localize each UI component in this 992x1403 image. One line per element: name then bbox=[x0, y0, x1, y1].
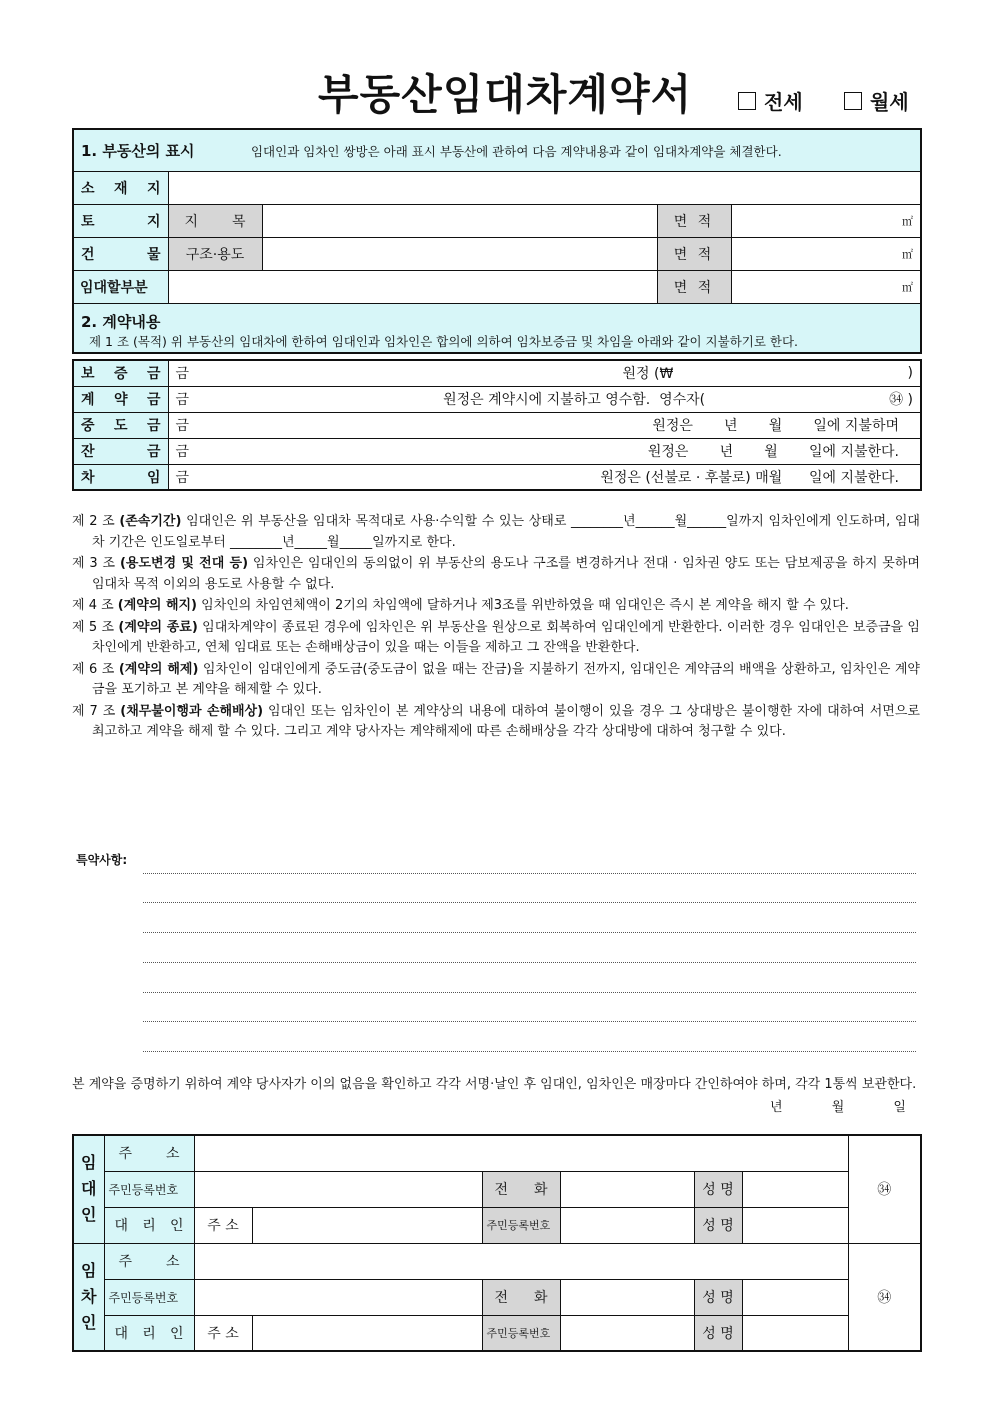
deposit-end: ) bbox=[907, 365, 913, 382]
clause-number: 제 4 조 bbox=[72, 598, 114, 613]
lessee-agent-id-label: 주민등록번호 bbox=[482, 1315, 560, 1351]
lessor-agent-address-label: 주 소 bbox=[194, 1207, 252, 1243]
lessee-name-field[interactable] bbox=[742, 1279, 848, 1315]
rent-label: 차 임 bbox=[73, 464, 168, 490]
deposit-field[interactable] bbox=[168, 360, 921, 386]
special-terms-line[interactable] bbox=[143, 932, 916, 933]
special-terms-line[interactable] bbox=[143, 1051, 916, 1052]
clause-text: 임대차계약이 종료된 경우에 임차인은 위 부동산을 원상으로 회복하여 임대인에게 반환한다. 이러한 경우 임대인은 보증금을 임차인에게 반환하고, 연체 임대료 또는 손해배상금이 있을 때는 이들을 제하고 그 잔액을 반환한다. bbox=[92, 619, 920, 655]
clause-heading: (존속기간) bbox=[119, 514, 182, 529]
lessor-address-field[interactable] bbox=[194, 1135, 848, 1171]
lessee-agent-address-field[interactable] bbox=[252, 1315, 482, 1351]
land-area-field[interactable] bbox=[731, 204, 921, 237]
lessor-agent-address-field[interactable] bbox=[252, 1207, 482, 1243]
lease-area-label: 면 적 bbox=[657, 270, 731, 303]
special-terms-label: 특약사항: bbox=[76, 853, 128, 867]
special-terms-line[interactable] bbox=[143, 1021, 916, 1022]
location-field[interactable] bbox=[168, 171, 921, 204]
building-use-field[interactable] bbox=[262, 237, 657, 270]
payment-row bbox=[73, 386, 921, 412]
clause-6 bbox=[72, 660, 920, 701]
option-jeonse[interactable] bbox=[738, 86, 803, 115]
special-terms-line[interactable] bbox=[143, 962, 916, 963]
balance-prefix: 금 bbox=[175, 444, 190, 460]
lessor-label: 임 대 인 bbox=[73, 1135, 104, 1243]
clause-4 bbox=[72, 596, 920, 617]
rent-field[interactable] bbox=[168, 464, 921, 490]
lessor-id-field[interactable] bbox=[194, 1171, 482, 1207]
signing-note: 본 계약을 증명하기 위하여 계약 당사자가 이의 없음을 확인하고 각각 서명·날인 후 임대인, 임차인은 매장마다 간인하여야 하며, 각각 1통씩 보관한다. bbox=[72, 1077, 917, 1092]
section2-header bbox=[73, 303, 921, 353]
lessee-agent-name-field[interactable] bbox=[742, 1315, 848, 1351]
jeonse-checkbox[interactable] bbox=[738, 92, 756, 110]
lessee-address-label: 주 소 bbox=[104, 1243, 194, 1279]
clause-text: 임차인이 임대인에게 중도금(중도금이 없을 때는 잔금)을 지불하기 전까지, 임대인은 계약금의 배액을 상환하고, 임차인은 계약금을 포기하고 본 계약을 해제할 수 있다. bbox=[92, 661, 920, 697]
deposit-text: 원정 (₩ bbox=[622, 366, 674, 383]
lessor-phone-field[interactable] bbox=[560, 1171, 694, 1207]
interim-label: 중 도 금 bbox=[73, 412, 168, 438]
land-area-label: 면 적 bbox=[657, 204, 731, 237]
building-use-label: 구조·용도 bbox=[168, 237, 262, 270]
property-table bbox=[72, 128, 922, 354]
lessee-agent-address-label: 주 소 bbox=[194, 1315, 252, 1351]
clause-heading: (계약의 종료) bbox=[118, 619, 198, 635]
clause-heading: (계약의 해제) bbox=[118, 661, 199, 677]
balance-label: 잔 금 bbox=[73, 438, 168, 464]
lessor-agent-name-field[interactable] bbox=[742, 1207, 848, 1243]
clauses bbox=[72, 512, 920, 744]
payment-table bbox=[72, 359, 922, 491]
rent-prefix: 금 bbox=[175, 469, 190, 486]
interim-text: 원정은 년 월 일에 지불하며 bbox=[652, 418, 899, 434]
interim-field[interactable] bbox=[168, 412, 921, 438]
section2-title: 2. 계약내용 bbox=[81, 312, 161, 331]
lessee-id-field[interactable] bbox=[194, 1279, 482, 1315]
lessor-agent-label: 대 리 인 bbox=[104, 1207, 194, 1243]
building-label: 건 물 bbox=[73, 237, 168, 270]
option-jeonse-label: 전세 bbox=[764, 90, 803, 114]
land-area-unit: ㎡ bbox=[902, 214, 914, 228]
clause-text: 임대인 또는 임차인이 본 계약상의 내용에 대하여 불이행이 있을 경우 그 상대방은 불이행한 자에 대하여 서면으로 최고하고 계약을 해제 할 수 있다. 그리고 계약 당사자는 계약해제에 따른 손해배상을 각각 상대방에 대하여 청구할 수 있다. bbox=[92, 703, 920, 739]
lessor-agent-id-field[interactable] bbox=[560, 1207, 694, 1243]
special-terms-line[interactable] bbox=[143, 873, 916, 874]
down-payment-text: 원정은 계약시에 지불하고 영수함. 영수자( bbox=[443, 392, 706, 408]
building-area-unit: ㎡ bbox=[902, 247, 914, 261]
lease-area-unit: ㎡ bbox=[902, 280, 914, 294]
land-category-field[interactable] bbox=[262, 204, 657, 237]
clause-number: 제 7 조 bbox=[72, 703, 116, 719]
lessee-label: 임 차 인 bbox=[73, 1243, 104, 1351]
lessor-address-label: 주 소 bbox=[104, 1135, 194, 1171]
payment-row bbox=[73, 412, 921, 438]
section1-intro: 임대인과 임차인 쌍방은 아래 표시 부동산에 관하여 다음 계약내용과 같이 임대차계약을 체결한다. bbox=[250, 143, 782, 159]
lessee-agent-label: 대 리 인 bbox=[104, 1315, 194, 1351]
clause-heading: (계약의 해지) bbox=[117, 598, 197, 613]
clause-7 bbox=[72, 702, 920, 743]
lessee-agent-name-label: 성 명 bbox=[694, 1315, 742, 1351]
lessee-agent-id-field[interactable] bbox=[560, 1315, 694, 1351]
land-category-label: 지 목 bbox=[168, 204, 262, 237]
lessor-name-field[interactable] bbox=[742, 1171, 848, 1207]
lease-area-field[interactable] bbox=[731, 270, 921, 303]
clause-number: 제 2 조 bbox=[72, 514, 115, 529]
payment-row bbox=[73, 438, 921, 464]
lease-part-field[interactable] bbox=[168, 270, 657, 303]
lessor-agent-id-label: 주민등록번호 bbox=[482, 1207, 560, 1243]
down-payment-end: ㉞ ) bbox=[889, 392, 913, 408]
special-terms-line[interactable] bbox=[143, 902, 916, 903]
building-area-field[interactable] bbox=[731, 237, 921, 270]
lessor-id-label: 주민등록번호 bbox=[104, 1171, 194, 1207]
lessee-name-label: 성 명 bbox=[694, 1279, 742, 1315]
lease-part-label: 임대할부분 bbox=[73, 270, 168, 303]
clause-number: 제 3 조 bbox=[72, 556, 116, 571]
lessor-agent-name-label: 성 명 bbox=[694, 1207, 742, 1243]
section1-title: 1. 부동산의 표시 bbox=[81, 141, 195, 160]
clause-heading: (채무불이행과 손해배상) bbox=[120, 703, 264, 719]
land-label: 토 지 bbox=[73, 204, 168, 237]
contract-date: 년 월 일 bbox=[770, 1100, 906, 1115]
interim-prefix: 금 bbox=[175, 418, 190, 434]
lessor-phone-label: 전 화 bbox=[482, 1171, 560, 1207]
clause-text: 임차인은 임대인의 동의없이 위 부동산의 용도나 구조를 변경하거나 전대 · 임차권 양도 또는 담보제공을 하지 못하며 임대차 목적 이외의 용도로 사용할 수 없다. bbox=[92, 556, 920, 592]
down-payment-label: 계 약 금 bbox=[73, 386, 168, 412]
lessee-phone-label: 전 화 bbox=[482, 1279, 560, 1315]
down-payment-prefix: 금 bbox=[175, 392, 190, 408]
document-title: 부동산임대차계약서 bbox=[318, 70, 693, 119]
location-label: 소 재 지 bbox=[73, 171, 168, 204]
article1-text: 제 1 조 (목적) 위 부동산의 임대차에 한하여 임대인과 임차인은 합의에 의하여 임차보증금 및 차임을 아래와 같이 지불하기로 한다. bbox=[89, 333, 799, 349]
down-payment-field[interactable] bbox=[168, 386, 921, 412]
deposit-label: 보 증 금 bbox=[73, 360, 168, 386]
rent-text: 원정은 (선불로 · 후불로) 매월 일에 지불한다. bbox=[600, 469, 899, 486]
lessor-name-label: 성 명 bbox=[694, 1171, 742, 1207]
option-wolse[interactable] bbox=[844, 86, 909, 115]
balance-text: 원정은 년 월 일에 지불한다. bbox=[647, 444, 899, 460]
option-wolse-label: 월세 bbox=[870, 90, 909, 114]
lessee-seal: ㉞ bbox=[848, 1243, 921, 1351]
lessee-id-label: 주민등록번호 bbox=[104, 1279, 194, 1315]
lessee-phone-field[interactable] bbox=[560, 1279, 694, 1315]
deposit-prefix: 금 bbox=[175, 366, 190, 383]
payment-row bbox=[73, 360, 921, 386]
special-terms-line[interactable] bbox=[143, 992, 916, 993]
clause-number: 제 5 조 bbox=[72, 619, 115, 635]
balance-field[interactable] bbox=[168, 438, 921, 464]
clause-text: 임차인의 차임연체액이 2기의 차임액에 달하거나 제3조를 위반하였을 때 임대인은 즉시 본 계약을 해지 할 수 있다. bbox=[197, 598, 849, 613]
clause-2 bbox=[72, 512, 920, 553]
clause-heading: (용도변경 및 전대 등) bbox=[119, 556, 249, 571]
clause-5 bbox=[72, 618, 920, 659]
clause-3 bbox=[72, 554, 920, 595]
parties-table bbox=[72, 1134, 922, 1352]
lessee-address-field[interactable] bbox=[194, 1243, 848, 1279]
lessor-seal: ㉞ bbox=[848, 1135, 921, 1243]
clause-text: 임대인은 위 부동산을 임대차 목적대로 사용·수익할 수 있는 상태로 ________년______월______일까지 임차인에게 인도하며, 임대차 기간은 인도일로부터 ________년_____월_____일까지로 한다. bbox=[92, 514, 920, 550]
wolse-checkbox[interactable] bbox=[844, 92, 862, 110]
building-area-label: 면 적 bbox=[657, 237, 731, 270]
clause-number: 제 6 조 bbox=[72, 661, 115, 677]
payment-row bbox=[73, 464, 921, 490]
section1-header bbox=[73, 129, 921, 171]
